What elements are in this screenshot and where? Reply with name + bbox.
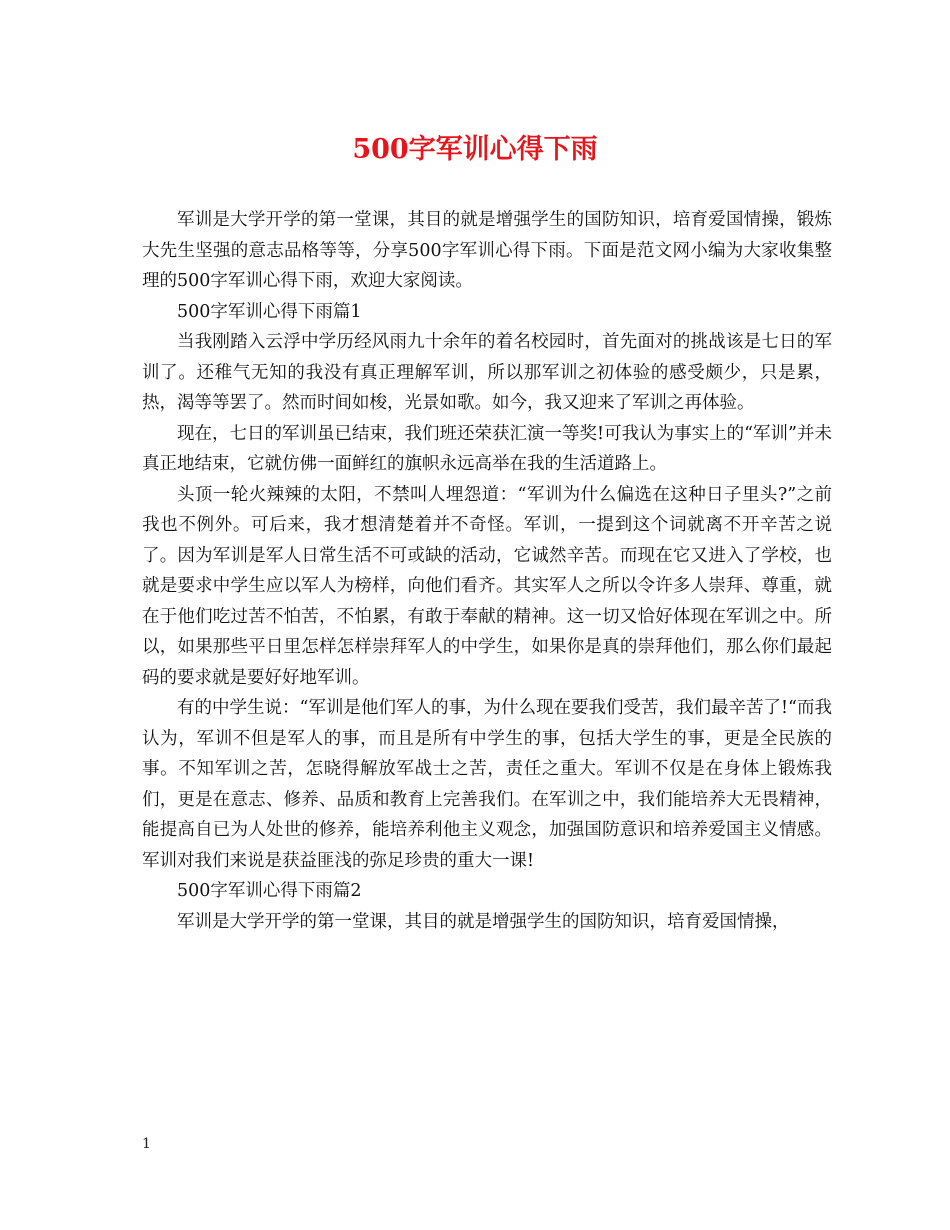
body-paragraph: 头顶一轮火辣辣的太阳，不禁叫人埋怨道：“军训为什么偏选在这种日子里头?”之前我也不例外。可后来，我才想清楚着并不奇怪。军训，一提到这个词就离不开辛苦之说了。因为军训是军人日常生活不可或缺的活动，它诚然辛苦。而现在它又进入了学校，也就是要求中学生应以军人为榜样，向他们看齐。其实军人之所以令许多人崇拜、尊重，就在于他们吃过苦不怕苦，不怕累，有敢于奉献的精神。这一切又恰好体现在军训之中。所以，如果那些平日里怎样怎样崇拜军人的中学生，如果你是真的崇拜他们，那么你们最起码的要求就是要好好地军训。 [142, 484, 832, 688]
intro-paragraph: 军训是大学开学的第一堂课，其目的就是增强学生的国防知识，培育爱国情操，锻炼大先生坚强的意志品格等等，分享500字军训心得下雨。下面是范文网小编为大家收集整理的500字军训心得下雨，欢迎大家阅读。 [142, 210, 832, 291]
document-body [142, 205, 832, 937]
page-number: 1 [142, 1136, 151, 1152]
section-heading-1: 500字军训心得下雨篇1 [177, 301, 362, 322]
body-paragraph: 有的中学生说：“军训是他们军人的事，为什么现在要我们受苦，我们最辛苦了!“而我认为，军训不但是军人的事，而且是所有中学生的事，包括大学生的事，更是全民族的事。不知军训之苦，怎晓得解放军战士之苦，责任之重大。军训不仅是在身体上锻炼我们，更是在意志、修养、品质和教育上完善我们。在军训之中，我们能培养大无畏精神，能提高自已为人处世的修养，能培养利他主义观念，加强国防意识和培养爱国主义情感。军训对我们来说是获益匪浅的弥足珍贵的重大一课! [142, 698, 832, 871]
body-paragraph: 现在，七日的军训虽已结束，我们班还荣获汇演一等奖!可我认为事实上的“军训”并未真正地结束，它就仿佛一面鲜红的旗帜永远高举在我的生活道路上。 [142, 423, 832, 474]
document-title: 500字军训心得下雨 [352, 134, 598, 165]
body-paragraph: 当我刚踏入云浮中学历经风雨九十余年的着名校园时，首先面对的挑战该是七日的军训了。还稚气无知的我没有真正理解军训，所以那军训之初体验的感受颇少，只是累，热，渴等等罢了。然而时间如梭，光景如歌。如今，我又迎来了军训之再体验。 [142, 332, 832, 413]
section-heading-2: 500字军训心得下雨篇2 [177, 881, 362, 901]
body-paragraph: 军训是大学开学的第一堂课，其目的就是增强学生的国防知识，培育爱国情操， [177, 911, 790, 932]
